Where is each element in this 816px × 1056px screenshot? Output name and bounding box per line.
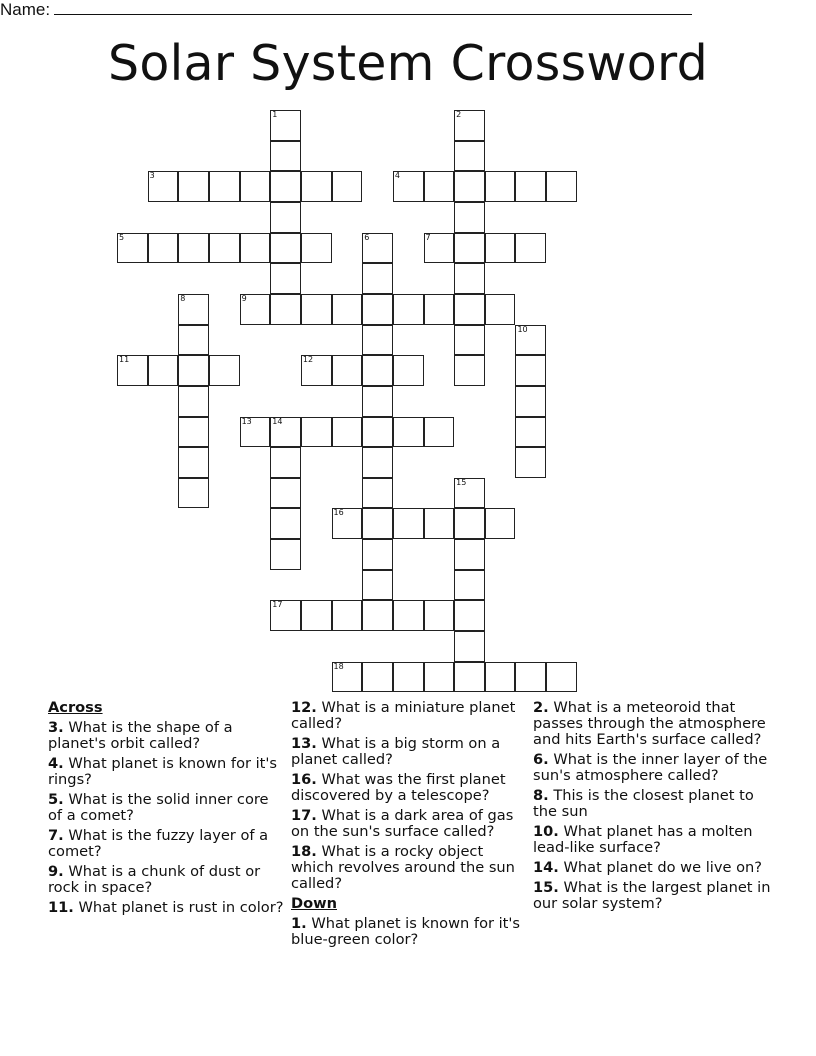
clue-number: 15 (456, 477, 467, 487)
grid-cell[interactable] (270, 478, 301, 509)
grid-cell[interactable] (301, 233, 332, 264)
clue-down-1: 1. What planet is known for it's blue-green color? (291, 915, 521, 948)
grid-cell[interactable] (362, 662, 393, 693)
down-heading: Down (291, 895, 338, 912)
grid-cell[interactable] (301, 171, 332, 202)
grid-cell[interactable] (332, 417, 363, 448)
grid-cell[interactable] (424, 508, 455, 539)
grid-cell[interactable] (270, 171, 301, 202)
grid-cell[interactable] (362, 355, 393, 386)
clue-number: 17 (272, 600, 283, 610)
grid-cell[interactable] (178, 355, 209, 386)
across-heading: Across (48, 699, 103, 716)
grid-cell[interactable] (178, 478, 209, 509)
grid-cell[interactable] (178, 171, 209, 202)
grid-cell[interactable] (362, 508, 393, 539)
grid-cell[interactable] (362, 325, 393, 356)
clue-down-14: 14. What planet do we live on? (533, 859, 763, 876)
grid-cell[interactable] (515, 233, 546, 264)
clue-number: 14 (272, 416, 283, 426)
grid-cell[interactable] (301, 355, 332, 386)
grid-cell[interactable] (332, 171, 363, 202)
clue-across-13: 13. What is a big storm on a planet called? (291, 735, 501, 768)
grid-cell[interactable] (454, 478, 485, 509)
grid-cell[interactable] (178, 447, 209, 478)
clue-number: 4 (394, 171, 400, 181)
grid-cell[interactable] (148, 233, 179, 264)
clue-number: 16 (333, 508, 344, 518)
grid-cell[interactable] (362, 386, 393, 417)
grid-cell[interactable] (424, 233, 455, 264)
grid-cell[interactable] (117, 233, 148, 264)
grid-cell[interactable] (362, 570, 393, 601)
grid-cell[interactable] (270, 110, 301, 141)
clue-across-5: 5. What is the solid inner core of a comet? (48, 791, 269, 824)
grid-cell[interactable] (362, 539, 393, 570)
grid-cell[interactable] (209, 355, 240, 386)
grid-cell[interactable] (515, 171, 546, 202)
grid-cell[interactable] (515, 325, 546, 356)
grid-cell[interactable] (424, 662, 455, 693)
clue-column-1 (48, 700, 286, 920)
grid-cell[interactable] (270, 447, 301, 478)
clue-column-3 (533, 700, 771, 916)
clue-down-6: 6. What is the inner layer of the sun's atmosphere called? (533, 751, 768, 784)
clue-across-12: 12. What is a miniature planet called? (291, 699, 516, 732)
grid-cell[interactable] (454, 539, 485, 570)
grid-cell[interactable] (270, 141, 301, 172)
clue-number: 10 (517, 324, 528, 334)
grid-cell[interactable] (454, 110, 485, 141)
grid-cell[interactable] (270, 233, 301, 264)
clue-number: 2 (456, 110, 462, 119)
grid-cell[interactable] (270, 202, 301, 233)
clue-number: 11 (119, 355, 130, 365)
grid-cell[interactable] (148, 171, 179, 202)
clue-down-2: 2. What is a meteoroid that passes through the atmosphere and hits Earth's surface called? (533, 699, 766, 748)
grid-cell[interactable] (424, 171, 455, 202)
grid-cell[interactable] (454, 202, 485, 233)
grid-cell[interactable] (393, 294, 424, 325)
grid-cell[interactable] (424, 294, 455, 325)
grid-cell[interactable] (454, 263, 485, 294)
grid-cell[interactable] (270, 417, 301, 448)
grid-cell[interactable] (240, 233, 271, 264)
clue-number: 18 (333, 661, 344, 671)
grid-cell[interactable] (240, 171, 271, 202)
grid-cell[interactable] (546, 171, 577, 202)
grid-cell[interactable] (240, 417, 271, 448)
grid-cell[interactable] (148, 355, 179, 386)
clue-number: 7 (425, 232, 431, 242)
grid-cell[interactable] (515, 447, 546, 478)
clue-across-11: 11. What planet is rust in color? (48, 899, 284, 916)
grid-cell[interactable] (332, 355, 363, 386)
grid-cell[interactable] (515, 386, 546, 417)
grid-cell[interactable] (485, 171, 516, 202)
page-title: Solar System Crossword (107, 35, 709, 92)
clue-across-16: 16. What was the first planet discovered by a telescope? (291, 771, 506, 804)
grid-cell[interactable] (454, 662, 485, 693)
grid-cell[interactable] (178, 325, 209, 356)
grid-cell[interactable] (240, 294, 271, 325)
grid-cell[interactable] (117, 355, 148, 386)
grid-cell[interactable] (454, 141, 485, 172)
clue-number: 12 (302, 355, 314, 365)
grid-cell[interactable] (454, 508, 485, 539)
grid-cell[interactable] (485, 662, 516, 693)
grid-cell[interactable] (393, 171, 424, 202)
grid-cell[interactable] (454, 233, 485, 264)
clue-number: 13 (241, 416, 252, 426)
clue-across-18: 18. What is a rocky object which revolves around the sun called? (291, 843, 515, 892)
grid-cell[interactable] (515, 417, 546, 448)
clue-across-7: 7. What is the fuzzy layer of a comet? (48, 827, 269, 860)
grid-cell[interactable] (332, 294, 363, 325)
grid-cell[interactable] (515, 662, 546, 693)
grid-cell[interactable] (515, 355, 546, 386)
grid-cell[interactable] (485, 294, 516, 325)
grid-cell[interactable] (393, 355, 424, 386)
clue-number: 6 (364, 232, 370, 242)
grid-cell[interactable] (362, 417, 393, 448)
grid-cell[interactable] (362, 600, 393, 631)
grid-cell[interactable] (362, 263, 393, 294)
grid-cell[interactable] (454, 355, 485, 386)
grid-cell[interactable] (546, 662, 577, 693)
grid-cell[interactable] (393, 662, 424, 693)
grid-cell[interactable] (454, 570, 485, 601)
grid-cell[interactable] (270, 600, 301, 631)
grid-cell[interactable] (270, 508, 301, 539)
grid-cell[interactable] (270, 294, 301, 325)
grid-cell[interactable] (454, 294, 485, 325)
grid-cell[interactable] (393, 508, 424, 539)
clue-column-2 (291, 700, 529, 952)
grid-cell[interactable] (178, 294, 209, 325)
grid-cell[interactable] (393, 417, 424, 448)
grid-cell[interactable] (485, 233, 516, 264)
clue-across-9: 9. What is a chunk of dust or rock in space? (48, 863, 261, 896)
name-label: Name: (0, 0, 51, 19)
grid-cell[interactable] (178, 233, 209, 264)
grid-cell[interactable] (332, 508, 363, 539)
grid-cell[interactable] (178, 417, 209, 448)
grid-cell[interactable] (454, 631, 485, 662)
grid-cell[interactable] (301, 294, 332, 325)
grid-cell[interactable] (362, 233, 393, 264)
clue-number: 8 (180, 293, 186, 303)
grid-cell[interactable] (362, 478, 393, 509)
clue-number: 9 (241, 293, 247, 303)
clue-number: 3 (149, 171, 155, 181)
clue-number: 5 (119, 232, 125, 242)
grid-cell[interactable] (485, 508, 516, 539)
clue-down-10: 10. What planet has a molten lead-like surface? (533, 823, 753, 856)
grid-cell[interactable] (362, 447, 393, 478)
grid-cell[interactable] (393, 600, 424, 631)
grid-cell[interactable] (209, 233, 240, 264)
clue-number: 1 (272, 110, 278, 119)
clue-across-4: 4. What planet is known for it's rings? (48, 755, 278, 788)
grid-cell[interactable] (454, 171, 485, 202)
grid-cell[interactable] (178, 386, 209, 417)
grid-cell[interactable] (301, 600, 332, 631)
grid-cell[interactable] (270, 263, 301, 294)
grid-cell[interactable] (301, 417, 332, 448)
grid-cell[interactable] (454, 600, 485, 631)
clue-down-8: 8. This is the closest planet to the sun (533, 787, 754, 820)
clue-across-17: 17. What is a dark area of gas on the sun's surface called? (291, 807, 514, 840)
grid-cell[interactable] (424, 417, 455, 448)
grid-cell[interactable] (454, 325, 485, 356)
grid-cell[interactable] (332, 600, 363, 631)
clue-down-15: 15. What is the largest planet in our solar system? (533, 879, 771, 912)
grid-cell[interactable] (209, 171, 240, 202)
grid-cell[interactable] (362, 294, 393, 325)
grid-cell[interactable] (332, 662, 363, 693)
grid-cell[interactable] (424, 600, 455, 631)
clue-across-3: 3. What is the shape of a planet's orbit called? (48, 719, 233, 752)
grid-cell[interactable] (270, 539, 301, 570)
